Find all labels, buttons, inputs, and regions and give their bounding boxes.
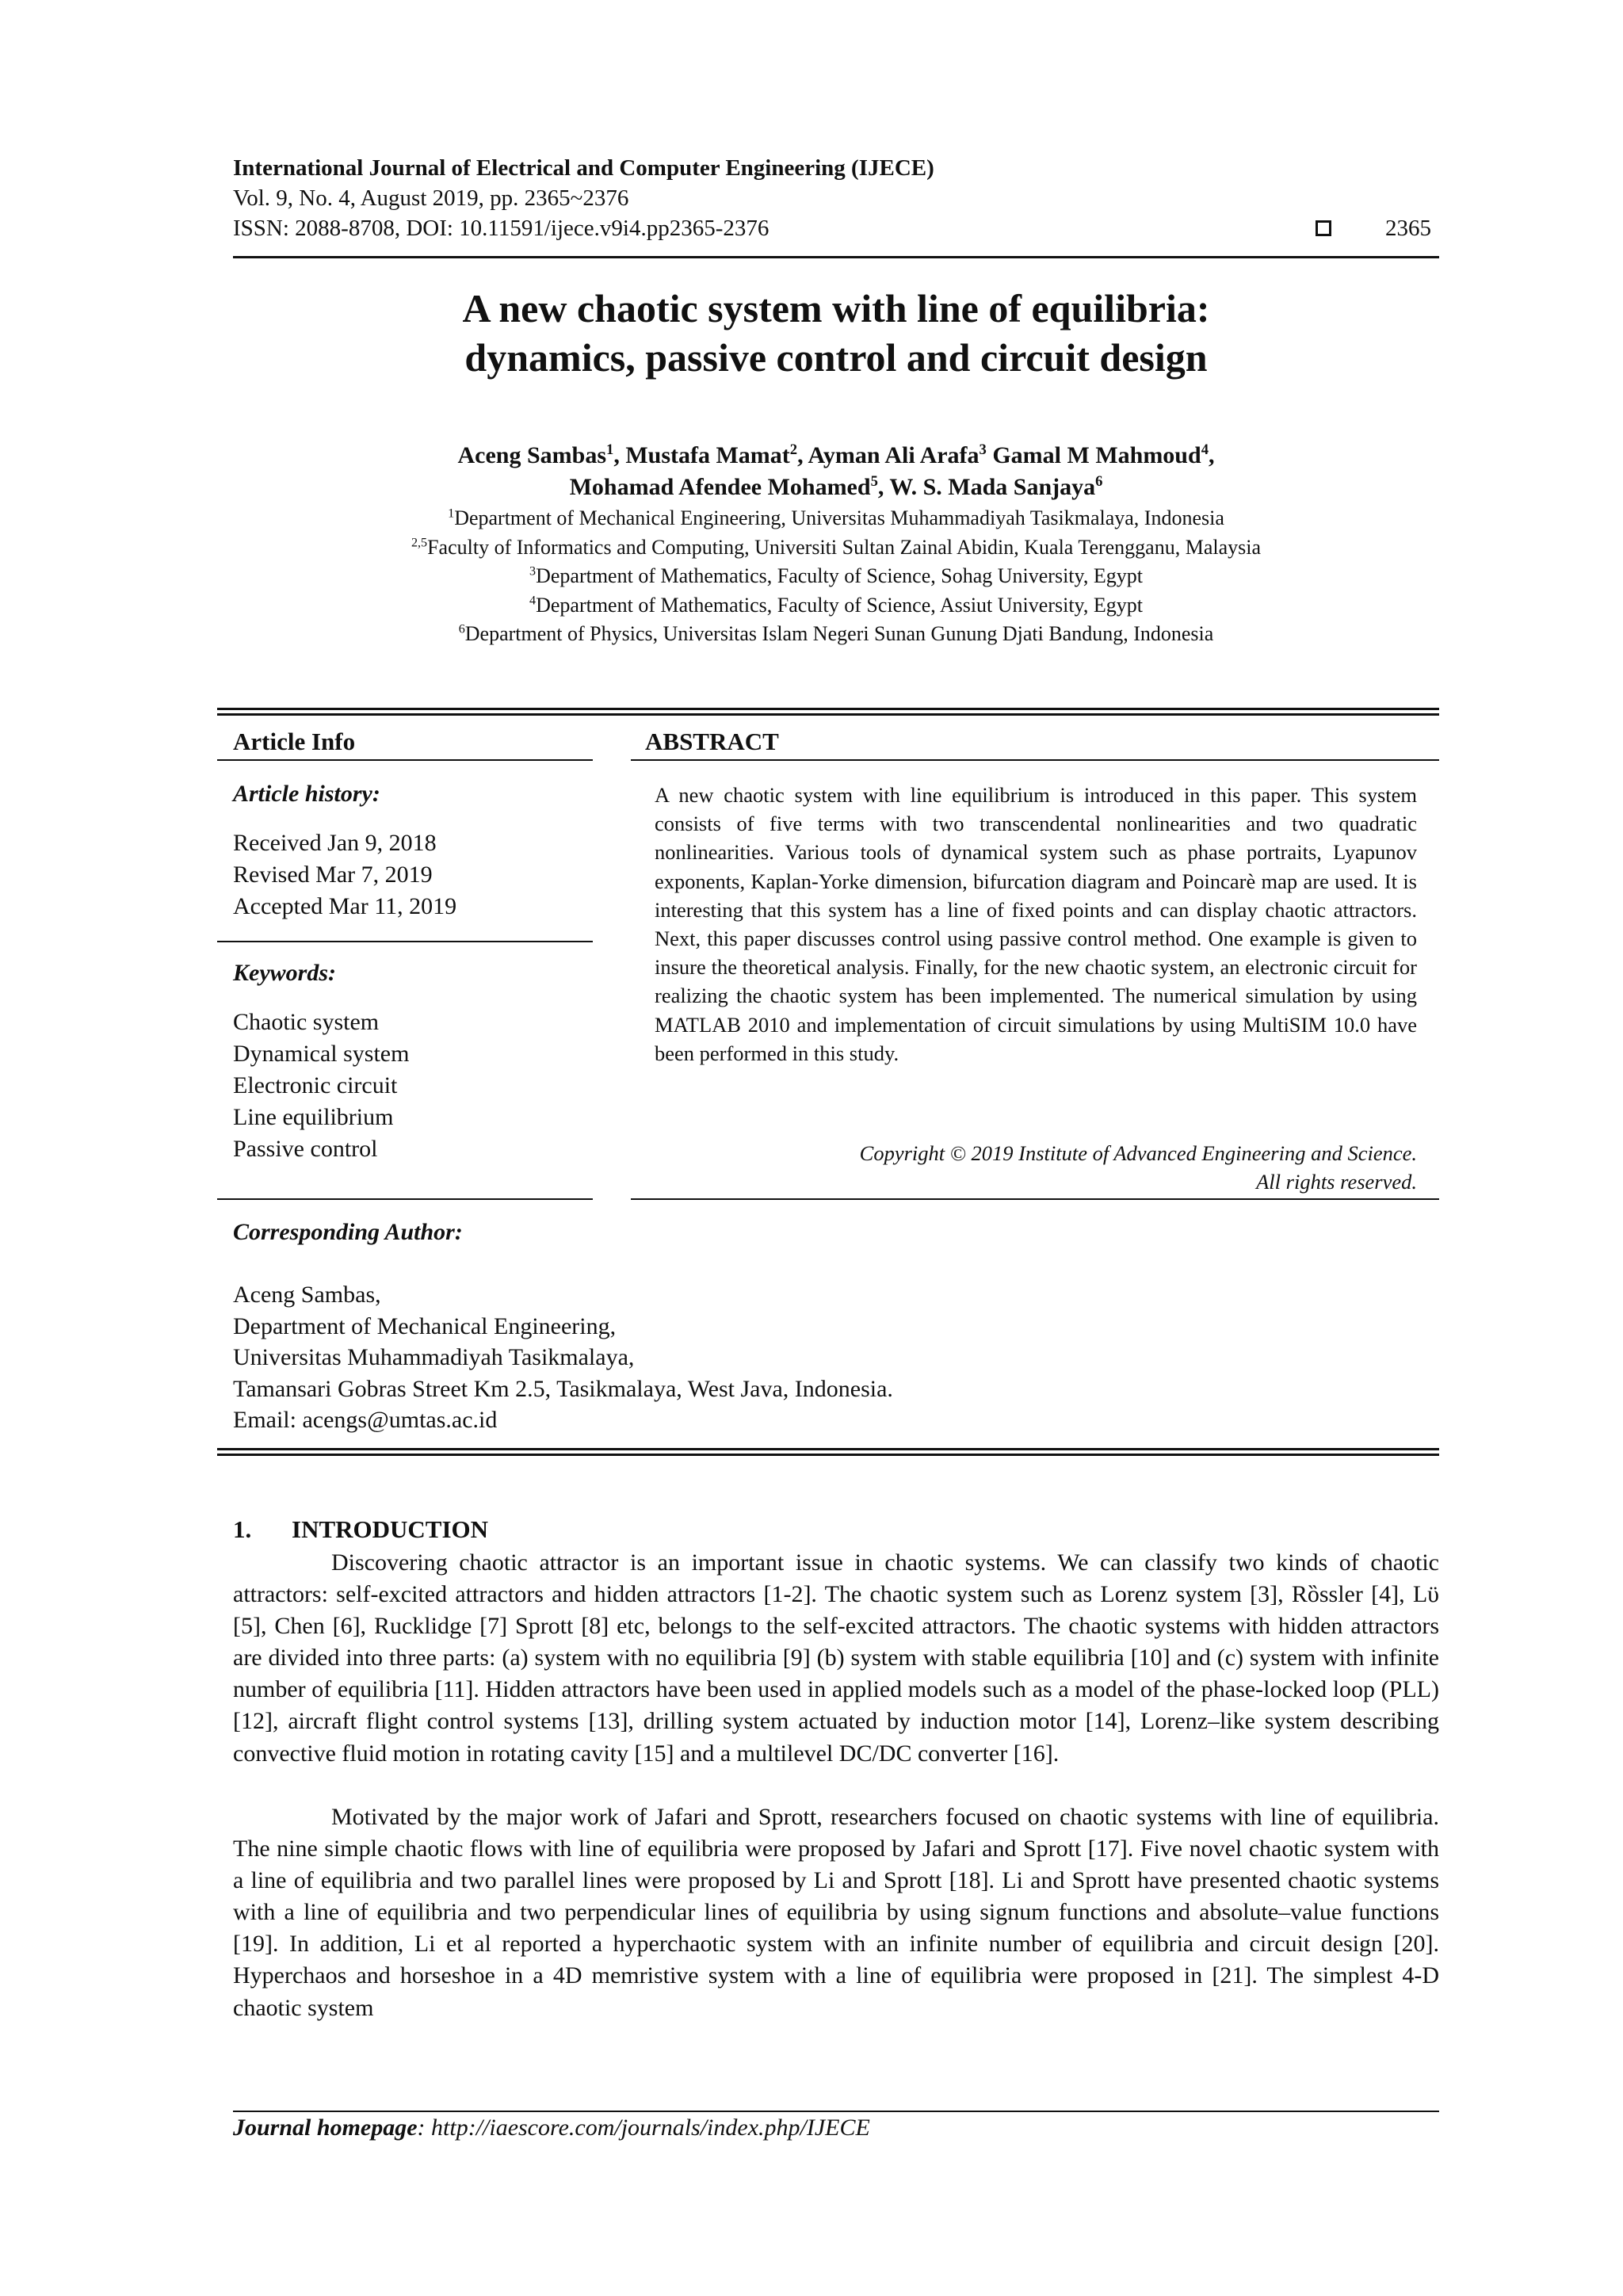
author-sup: 2	[789, 441, 798, 458]
info-box-bottom-rule	[217, 1448, 1439, 1456]
corresponding-author-details	[233, 1279, 893, 1436]
affiliation-text: Department of Mechanical Engineering, Universitas Muhammadiyah Tasikmalaya, Indonesia	[454, 506, 1224, 529]
keyword-item: Line equilibrium	[233, 1104, 394, 1130]
affiliation-item	[233, 620, 1439, 649]
keyword-item: Dynamical system	[233, 1041, 410, 1067]
author-sep: ,	[877, 474, 890, 500]
journal-name: International Journal of Electrical and Computer Engineering (IJECE)	[233, 155, 934, 181]
keywords-rule	[217, 941, 593, 942]
author-name: Ayman Ali Arafa	[808, 442, 980, 468]
rights-line: All rights reserved.	[1256, 1170, 1417, 1194]
article-history	[233, 827, 456, 923]
article-history-heading: Article history:	[233, 781, 380, 807]
author-sup: 5	[870, 473, 878, 490]
author-sep: ,	[613, 442, 626, 468]
affiliation-list	[233, 504, 1439, 649]
copyright-notice	[655, 1139, 1417, 1196]
homepage-link[interactable]: http://iaescore.com/journals/index.php/IJECE	[431, 2115, 870, 2141]
author-name: Mustafa Mamat	[625, 442, 790, 468]
affiliation-item	[233, 562, 1439, 591]
checkbox-square-icon	[1316, 220, 1331, 236]
keywords-heading: Keywords:	[233, 960, 336, 986]
author-sup: 6	[1095, 473, 1103, 490]
homepage-colon: :	[417, 2115, 432, 2141]
affiliation-item	[233, 504, 1439, 533]
affiliation-item	[233, 591, 1439, 621]
paper-title	[233, 284, 1439, 382]
title-line-2: dynamics, passive control and circuit design	[464, 335, 1208, 380]
affiliation-sup: 1	[448, 506, 455, 521]
section-number: 1.	[233, 1515, 252, 1543]
volume-info: Vol. 9, No. 4, August 2019, pp. 2365~2376	[233, 185, 629, 211]
affiliation-text: Department of Mathematics, Faculty of Science, Assiut University, Egypt	[536, 593, 1143, 617]
keyword-item: Chaotic system	[233, 1009, 380, 1035]
author-list	[233, 440, 1439, 503]
author-name: Mohamad Afendee Mohamed	[569, 474, 871, 500]
footer-rule	[233, 2111, 1439, 2112]
page-number: 2365	[1385, 216, 1431, 241]
accepted-date: Accepted Mar 11, 2019	[233, 893, 457, 919]
issn-doi: ISSN: 2088-8708, DOI: 10.11591/ijece.v9i4.pp2365-2376	[233, 216, 769, 241]
article-info-rule	[217, 759, 593, 761]
author-name: Gamal M Mahmoud	[992, 442, 1201, 468]
corresponding-author-heading: Corresponding Author:	[233, 1219, 463, 1245]
author-sup: 4	[1201, 441, 1209, 458]
author-sep: ,	[1208, 442, 1215, 468]
affiliation-sup: 6	[458, 622, 465, 636]
affiliation-sup: 3	[529, 564, 537, 579]
ca-line: Tamansari Gobras Street Km 2.5, Tasikmalaya, West Java, Indonesia.	[233, 1375, 893, 1402]
author-sup: 1	[606, 441, 614, 458]
affiliation-text: Faculty of Informatics and Computing, Universiti Sultan Zainal Abidin, Kuala Terengganu, Malaysia	[427, 535, 1262, 559]
abstract-heading: ABSTRACT	[645, 728, 779, 755]
affiliation-sup: 2,5	[411, 535, 428, 549]
keyword-item: Passive control	[233, 1136, 378, 1162]
article-info-heading: Article Info	[233, 728, 356, 755]
abstract-rule	[631, 759, 1439, 761]
info-box-top-rule	[217, 708, 1439, 716]
ca-email: Email: acengs@umtas.ac.id	[233, 1407, 498, 1433]
section-heading-introduction	[233, 1515, 488, 1544]
title-line-1: A new chaotic system with line of equilibria:	[462, 286, 1210, 330]
ca-line: Universitas Muhammadiyah Tasikmalaya,	[233, 1344, 635, 1370]
keyword-item: Electronic circuit	[233, 1072, 398, 1098]
ca-line: Department of Mechanical Engineering,	[233, 1312, 617, 1339]
homepage-label: Journal homepage	[233, 2115, 418, 2141]
affiliation-item	[233, 533, 1439, 563]
copyright-line: Copyright © 2019 Institute of Advanced Engineering and Science.	[859, 1141, 1417, 1165]
section-title: INTRODUCTION	[292, 1515, 489, 1543]
intro-paragraph-1: Discovering chaotic attractor is an important issue in chaotic systems. We can classify two kinds of chaotic attractors: self-excited attractors and hidden attractors [1-2]. The chaotic system such as Lorenz system [3], Rȍssler [4], Lϋ [5], Chen [6], Rucklidge [7] Sprott [8] etc, belongs to the self-excited attractors. The chaotic systems with hidden attractors are divided into three parts: (a) system with no equilibria [9] (b) system with stable equilibria [10] and (c) system with infinite number of equilibria [11]. Hidden attractors have been used in applied models such as a model of the phase-locked loop (PLL) [12], aircraft flight control systems [13], drilling system actuated by induction motor [14], Lorenz–like system describing convective fluid motion in rotating cavity [15] and a multilevel DC/DC converter [16].	[233, 1549, 1439, 1767]
intro-paragraph-2: Motivated by the major work of Jafari and Sprott, researchers focused on chaotic systems with line of equilibria. The nine simple chaotic flows with line of equilibria were proposed by Jafari and Sprott [17]. Five novel chaotic system with a line of equilibria and two parallel lines were proposed by Li and Sprott [18]. Li and Sprott have presented chaotic systems with a line of equilibria and two perpendicular lines of equilibria by using signum functions and absolute–value functions [19]. In addition, Li et al reported a hyperchaotic system with an infinite number of equilibria and circuit design [20]. Hyperchaos and horseshoe in a 4D memristive system with a line of equilibria were proposed in [21]. The simplest 4-D chaotic system	[233, 1804, 1439, 2021]
revised-date: Revised Mar 7, 2019	[233, 861, 433, 888]
left-column-bottom-rule	[217, 1198, 593, 1200]
author-name: W. S. Mada Sanjaya	[889, 474, 1096, 500]
affiliation-sup: 4	[529, 593, 537, 607]
abstract-text: A new chaotic system with line equilibrium is introduced in this paper. This system consists of five terms with two transcendental nonlinearities and two quadratic nonlinearities. Various tools of dynamical system such as phase portraits, Lyapunov exponents, Kaplan-Yorke dimension, bifurcation diagram and Poincarè map are used. It is interesting that this system has a line of fixed points and can display chaotic attractors. Next, this paper discusses control using passive control method. One example is given to insure the theoretical analysis. Finally, for the new chaotic system, an electronic circuit for realizing the chaotic system has been implemented. The numerical simulation by using MATLAB 2010 and implementation of circuit simulations by using MultiSIM 10.0 have been performed in this study.	[655, 783, 1417, 1065]
header-rule	[233, 256, 1439, 258]
keywords-list	[233, 1007, 409, 1165]
affiliation-text: Department of Physics, Universitas Islam Negeri Sunan Gunung Djati Bandung, Indonesia	[464, 622, 1214, 645]
author-name: Aceng Sambas	[457, 442, 607, 468]
author-sep: ,	[797, 442, 808, 468]
journal-homepage	[233, 2115, 870, 2141]
received-date: Received Jan 9, 2018	[233, 830, 437, 856]
author-sup: 3	[979, 441, 987, 458]
affiliation-text: Department of Mathematics, Faculty of Science, Sohag University, Egypt	[536, 564, 1143, 587]
abstract-bottom-rule	[631, 1198, 1439, 1200]
ca-line: Aceng Sambas,	[233, 1282, 381, 1308]
